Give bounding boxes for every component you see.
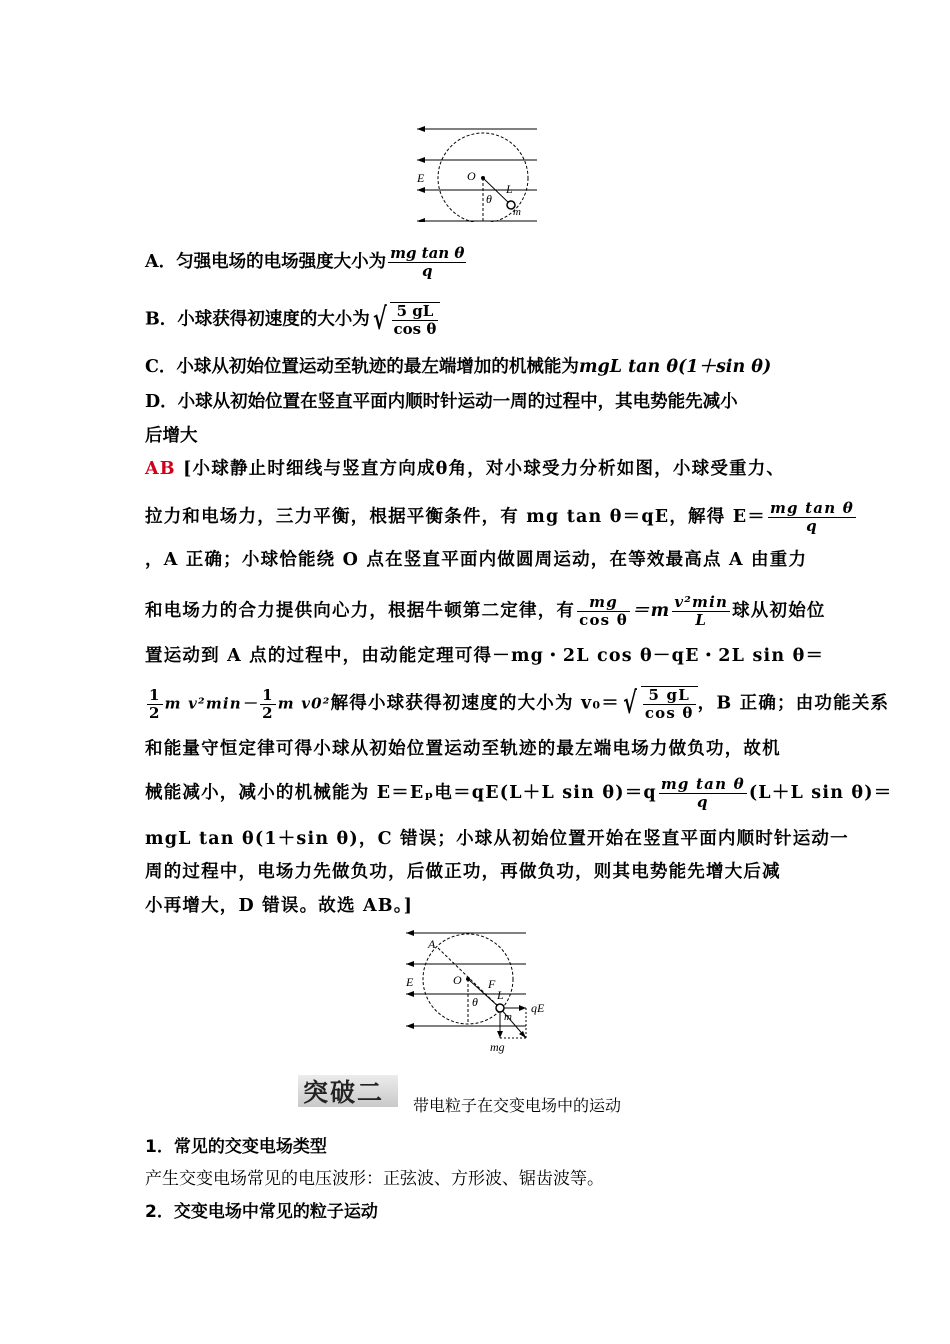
paragraph-1: 产生交变电场常见的电压波形：正弦波、方形波、锯齿波等。 <box>145 1169 604 1189</box>
heading-2: 2．交变电场中常见的粒子运动 <box>145 1202 378 1222</box>
answer-line-5: 置运动到 A 点的过程中，由动能定理可得－mg・2L cos θ－qE・2L sin θ＝ <box>145 646 825 666</box>
answer-line-7: 和能量守恒定律可得小球从初始位置运动至轨迹的最左端电场力做负功，故机 <box>145 739 781 759</box>
fig2-label-E: E <box>406 975 414 989</box>
answer-line-6: $\frac{1}{2}$ m v²min－ $\frac{1}{2}$ m v0²解得小球获得初速度的大小为 v₀＝ √ $\frac{5 gL}{\text{cos θ}}$ ，B 正确；由功能关系 <box>149 685 890 722</box>
answer-line-3: ，A 正确；小球恰能绕 O 点在竖直平面内做圆周运动，在等效最高点 A 由重力 <box>145 550 808 570</box>
answer-line-8: 械能减小，减小的机械能为 E＝Eₚ电＝qE(L＋L sin θ)＝q $\frac{\text{mg tan θ}}{q}$ (L＋L sin θ)＝ <box>145 775 893 811</box>
fig1-label-E: E <box>417 171 425 185</box>
answer-line-2: 拉力和电场力，三力平衡，根据平衡条件，有 mg tan θ＝qE，解得 E＝ $\frac{\text{mg tan θ}}{q}$ <box>145 499 854 535</box>
section-title: 带电粒子在交变电场中的运动 <box>413 1096 622 1115</box>
fig2-label-theta: θ <box>472 995 478 1009</box>
answer-line-10: 周的过程中，电场力先做负功，后做正功，再做负功，则其电势能先增大后减 <box>145 862 781 882</box>
fig2-label-m: m <box>504 1011 512 1023</box>
answer-line-11: 小再增大，D 错误。故选 AB。] <box>145 896 414 916</box>
answer-line-4: 和电场力的合力提供向心力，根据牛顿第二定律，有 $\frac{mg}{\text{cos θ}}$ ＝m $\frac{\text{v²min}}{L}$ 球从初始位 <box>145 593 826 629</box>
figure-1-circular-motion-diagram <box>405 122 545 222</box>
answer-line-9: mgL tan θ(1＋sin θ)，C 错误；小球从初始位置开始在竖直平面内顺时针运动一 <box>145 829 849 849</box>
fig2-label-A: A <box>428 937 436 951</box>
fig2-label-F: F <box>488 977 496 991</box>
fig2-label-qE: qE <box>531 1001 545 1015</box>
answer-line-1: AB [小球静止时细线与竖直方向成θ角，对小球受力分析如图，小球受重力、 <box>145 459 786 479</box>
fig2-label-L: L <box>497 988 504 1002</box>
figure-2-force-diagram <box>400 926 560 1056</box>
fig2-label-mg: mg <box>490 1040 505 1054</box>
fig1-label-theta: θ <box>486 192 492 206</box>
option-a-fraction: $\frac{\text{mg tan θ}}{q}$ <box>390 244 465 280</box>
option-d-line-2: 后增大 <box>145 426 198 446</box>
answer-label: AB <box>145 459 176 479</box>
fig1-label-L: L <box>506 182 513 196</box>
fig1-label-m: m <box>513 206 521 218</box>
fig1-label-O: O <box>467 169 476 183</box>
option-b: B．小球获得初速度的大小为√ $\frac{5 gL}{\text{cos θ}}$ <box>145 302 440 338</box>
option-b-sqrt: √ $\frac{5 gL}{\text{cos θ}}$ <box>370 302 441 338</box>
section-banner: 突破二 <box>303 1078 385 1107</box>
option-d-line-1: D．小球从初始位置在竖直平面内顺时针运动一周的过程中，其电势能先减小 <box>145 392 738 412</box>
heading-1: 1．常见的交变电场类型 <box>145 1137 327 1157</box>
fig2-label-O: O <box>453 973 462 987</box>
option-a: A．匀强电场的电场强度大小为 $\frac{\text{mg tan θ}}{q}$ <box>145 244 465 280</box>
option-c: C．小球从初始位置运动至轨迹的最左端增加的机械能为mgL tan θ(1＋sin θ) <box>145 357 772 377</box>
